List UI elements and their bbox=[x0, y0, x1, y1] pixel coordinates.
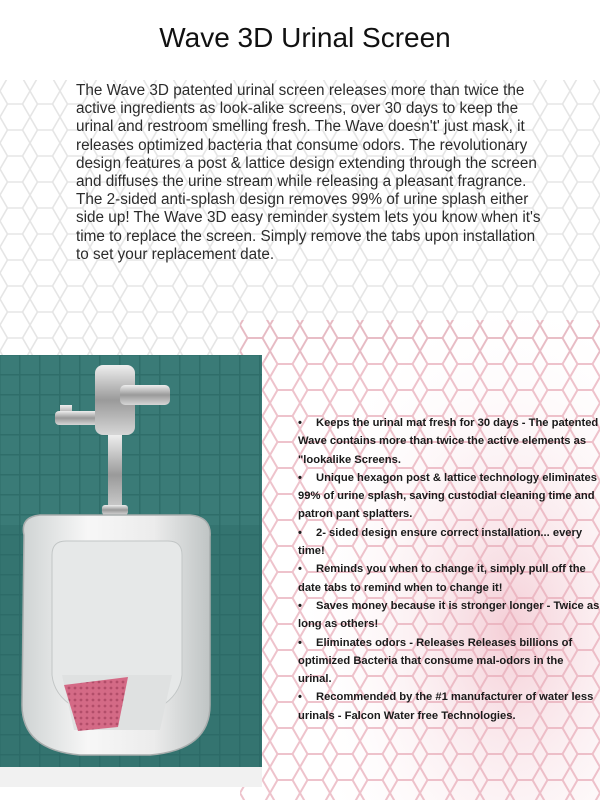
feature-item: • Keeps the urinal mat fresh for 30 days - The patented Wave contains more than twice the active elements as "lookalike Screens. bbox=[298, 414, 600, 469]
bullet-icon: • bbox=[298, 563, 302, 576]
bullet-icon: • bbox=[298, 526, 302, 539]
bullet-icon: • bbox=[298, 471, 302, 484]
bullet-icon: • bbox=[298, 691, 302, 704]
feature-list bbox=[298, 414, 600, 725]
page-title: Wave 3D Urinal Screen bbox=[159, 22, 451, 53]
bullet-icon: • bbox=[298, 599, 302, 612]
feature-item: • Unique hexagon post & lattice technology eliminates 99% of urine splash, saving custodial cleaning time and patron pant splatters. bbox=[298, 469, 600, 524]
feature-item: • 2- sided design ensure correct installation... every time! bbox=[298, 524, 600, 561]
intro-paragraph: The Wave 3D patented urinal screen releases more than twice the active ingredients as look-alike screens, over 30 days to keep the urinal and restroom smelling fresh. The Wave doesn't' just mask, it releases optimized bacteria that consume odors. The revolutionary design features a post & lattice design extending through the screen and diffuses the urine stream while releasing a pleasant fragrance. The 2-sided anti-splash design removes 99% of urine splash either side up! The Wave 3D easy reminder system lets you know when it's time to replace the screen. Simply remove the tabs upon installation to set your replacement date. bbox=[76, 82, 541, 263]
feature-item: • Saves money because it is stronger longer - Twice as long as others! bbox=[298, 597, 600, 634]
bullet-icon: • bbox=[298, 417, 302, 429]
bullet-icon: • bbox=[298, 636, 302, 649]
urinal-product-photo bbox=[0, 355, 262, 787]
feature-item: • Eliminates odors - Releases Releases billions of optimized Bacteria that consume mal-odors in the urinal. bbox=[298, 634, 600, 689]
feature-item: • Reminds you when to change it, simply pull off the date tabs to remind when to change it! bbox=[298, 560, 600, 597]
feature-item: • Recommended by the #1 manufacturer of water less urinals - Falcon Water free Technologies. bbox=[298, 688, 600, 725]
